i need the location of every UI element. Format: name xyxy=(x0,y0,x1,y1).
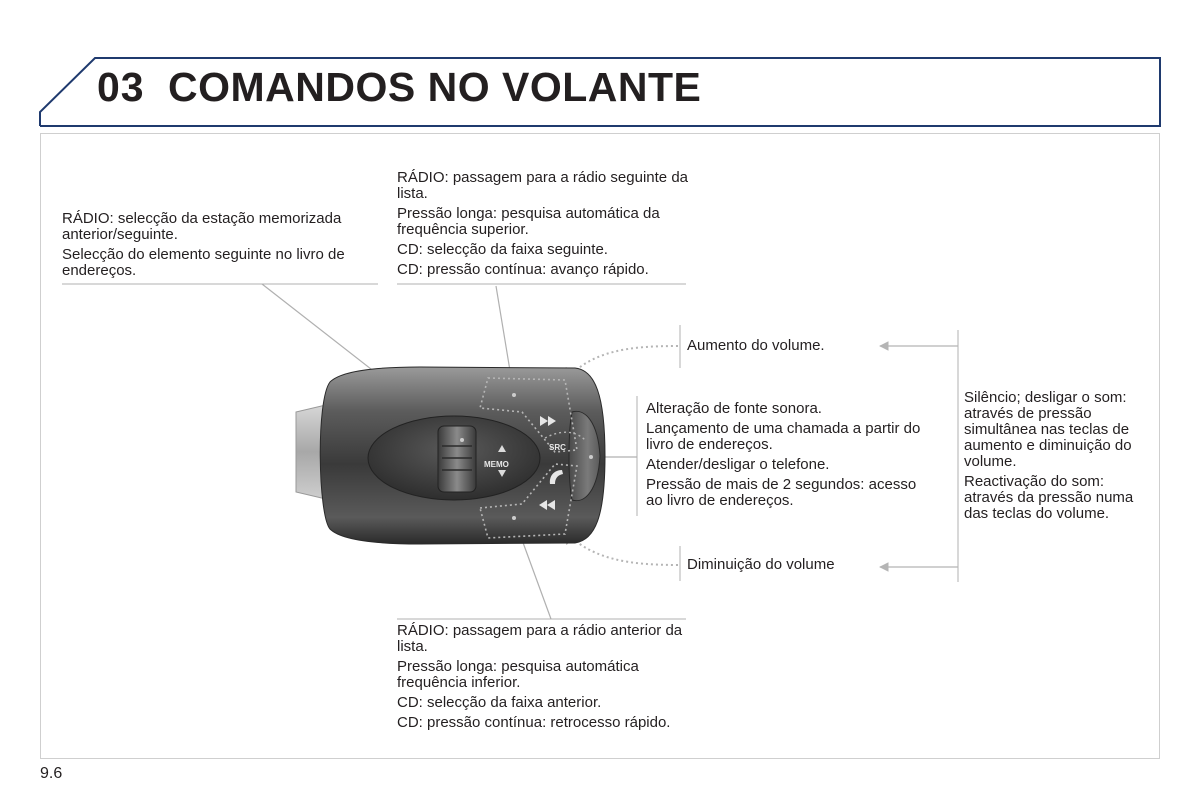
callout-bottom-line-3: CD: selecção da faixa anterior. xyxy=(397,694,602,711)
callout-middle xyxy=(646,401,936,513)
callout-bottom-line-1: RÁDIO: passagem para a rádio anterior da lista. xyxy=(397,622,683,655)
callout-left-line-1: RÁDIO: selecção da estação memorizada anterior/seguinte. xyxy=(62,210,342,243)
callout-right-line-2: Reactivação do som: através da pressão numa das teclas do volume. xyxy=(964,473,1134,522)
callout-left-line-2: Selecção do elemento seguinte no livro de endereços. xyxy=(62,246,345,279)
callout-middle-line-2: Lançamento de uma chamada a partir do livro de endereços. xyxy=(646,420,921,453)
callout-top-line-1: RÁDIO: passagem para a rádio seguinte da lista. xyxy=(397,169,688,202)
callout-left xyxy=(62,211,377,283)
src-label: SRC xyxy=(549,443,566,452)
callout-bottom-line-2: Pressão longa: pesquisa automática frequência inferior. xyxy=(397,658,639,691)
callout-top-line-3: CD: selecção da faixa seguinte. xyxy=(397,241,608,258)
callout-middle-line-3: Atender/desligar o telefone. xyxy=(646,456,830,473)
callout-middle-line-1: Alteração de fonte sonora. xyxy=(646,400,822,417)
callout-middle-line-4: Pressão de mais de 2 segundos: acesso ao livro de endereços. xyxy=(646,476,917,509)
callout-top-line-2: Pressão longa: pesquisa automática da frequência superior. xyxy=(397,205,660,238)
callout-bottom xyxy=(397,623,692,735)
callout-volume-up: Aumento do volume. xyxy=(687,337,825,354)
callout-bottom-line-4: CD: pressão contínua: retrocesso rápido. xyxy=(397,714,671,731)
callout-top xyxy=(397,170,692,282)
chapter-number: 03 xyxy=(97,64,145,110)
callout-top-line-4: CD: pressão contínua: avanço rápido. xyxy=(397,261,649,278)
callout-right xyxy=(964,390,1154,526)
callout-volume-down: Diminuição do volume xyxy=(687,556,835,573)
memo-label: MEMO xyxy=(484,460,509,469)
callout-right-line-1: Silêncio; desligar o som: através de pressão simultânea nas teclas de aumento e diminuição do volume. xyxy=(964,389,1132,470)
page-number: 9.6 xyxy=(40,765,63,782)
chapter-title: COMANDOS NO VOLANTE xyxy=(168,64,702,110)
